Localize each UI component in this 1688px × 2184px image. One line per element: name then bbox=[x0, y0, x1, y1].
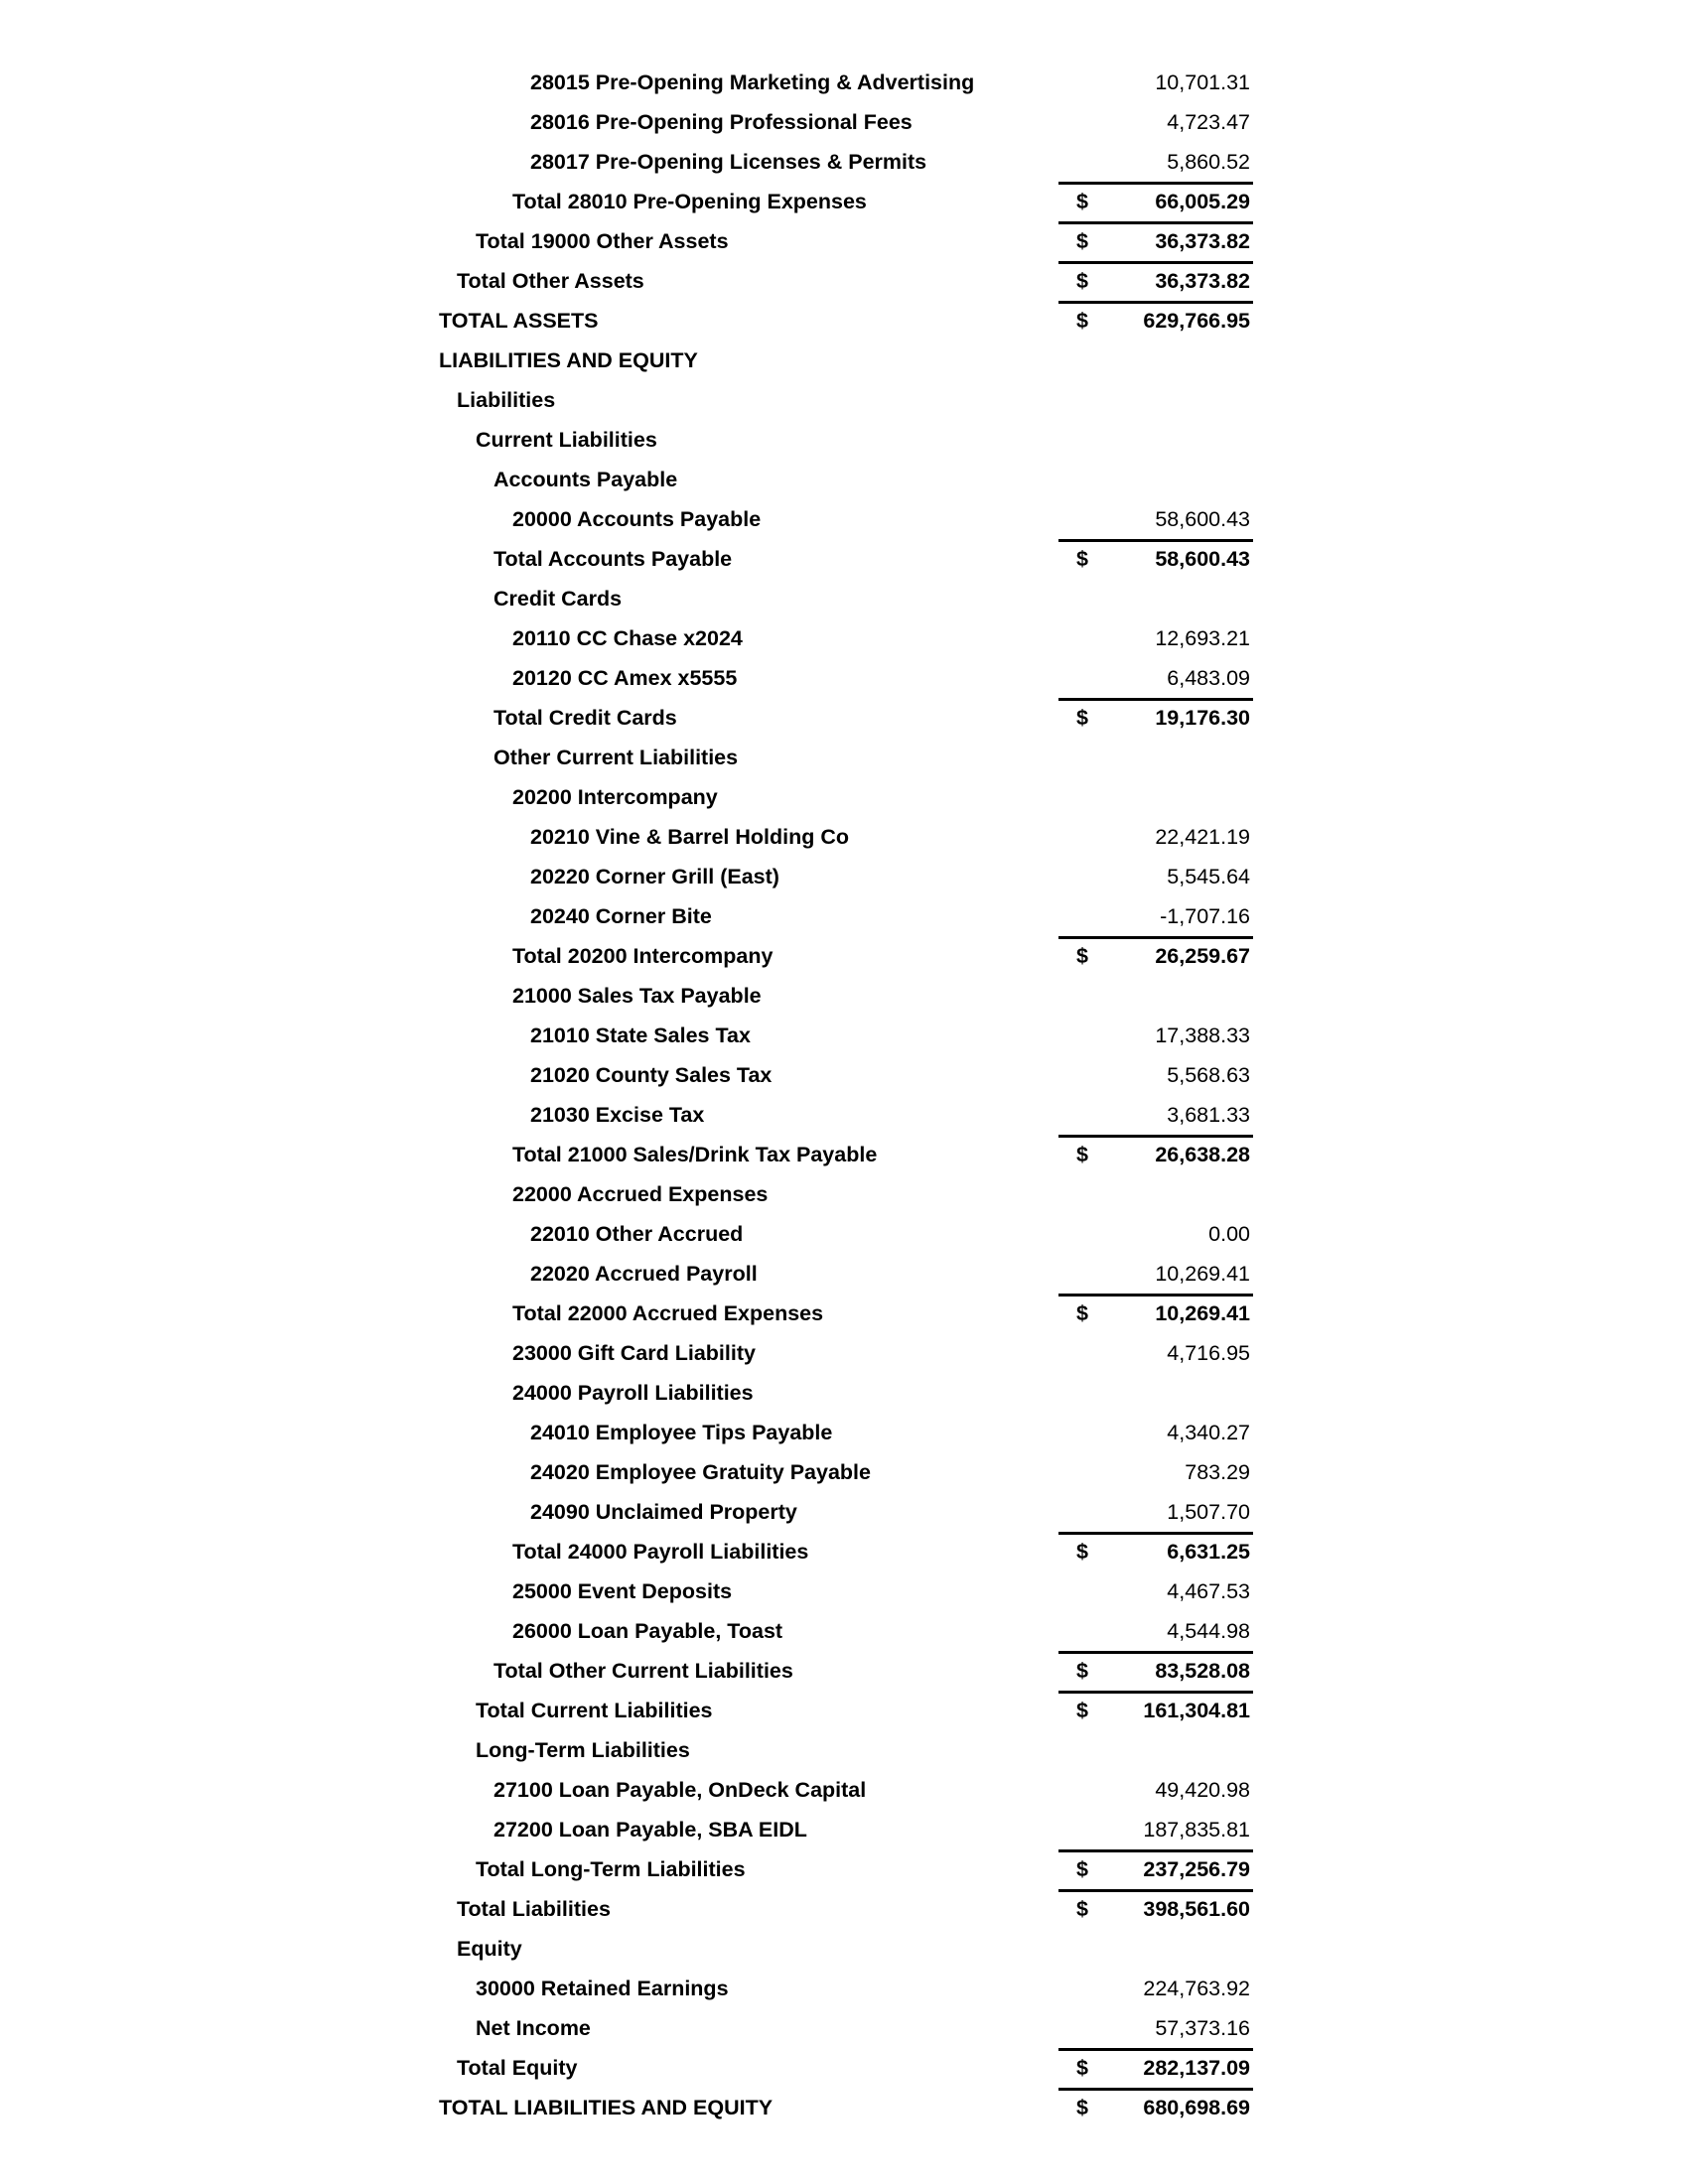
currency-symbol: $ bbox=[1076, 1699, 1088, 1722]
total-amount: 398,561.60 bbox=[1143, 1897, 1250, 1921]
row-amount: 49,420.98 bbox=[1155, 1778, 1250, 1802]
row-label: Total Long-Term Liabilities bbox=[476, 1857, 746, 1881]
amount-cell bbox=[1058, 182, 1253, 221]
account-row bbox=[0, 102, 1688, 142]
account-row bbox=[0, 896, 1688, 936]
account-row bbox=[0, 1333, 1688, 1373]
amount-cell bbox=[1058, 1849, 1253, 1889]
total-row bbox=[0, 698, 1688, 738]
account-row bbox=[0, 618, 1688, 658]
row-amount: 57,373.16 bbox=[1155, 2016, 1250, 2040]
row-label: 23000 Gift Card Liability bbox=[512, 1341, 756, 1365]
account-row bbox=[0, 777, 1688, 817]
row-amount: 12,693.21 bbox=[1155, 626, 1250, 650]
account-row bbox=[0, 1095, 1688, 1135]
currency-symbol: $ bbox=[1076, 1857, 1088, 1881]
account-row bbox=[0, 1492, 1688, 1532]
row-amount: 17,388.33 bbox=[1155, 1024, 1250, 1047]
total-amount: 58,600.43 bbox=[1155, 547, 1250, 571]
amount-cell bbox=[1058, 1969, 1253, 2008]
row-label: 22010 Other Accrued bbox=[530, 1222, 744, 1246]
total-row bbox=[0, 1849, 1688, 1889]
amount-cell bbox=[1058, 2048, 1253, 2088]
row-label: Total 24000 Payroll Liabilities bbox=[512, 1540, 809, 1564]
row-label: 20210 Vine & Barrel Holding Co bbox=[530, 825, 850, 849]
row-label: 20110 CC Chase x2024 bbox=[512, 626, 743, 650]
currency-symbol: $ bbox=[1076, 547, 1088, 571]
account-row bbox=[0, 1571, 1688, 1611]
amount-cell bbox=[1058, 817, 1253, 857]
total-amount: 629,766.95 bbox=[1143, 309, 1250, 333]
currency-symbol: $ bbox=[1076, 229, 1088, 253]
row-label: Credit Cards bbox=[493, 587, 623, 611]
account-row bbox=[0, 976, 1688, 1016]
account-row bbox=[0, 1611, 1688, 1651]
row-label: 22000 Accrued Expenses bbox=[512, 1182, 769, 1206]
row-label: Current Liabilities bbox=[476, 428, 657, 452]
total-amount: 282,137.09 bbox=[1143, 2056, 1250, 2080]
row-label: 20220 Corner Grill (East) bbox=[530, 865, 779, 888]
row-amount: 22,421.19 bbox=[1155, 825, 1250, 849]
amount-cell bbox=[1058, 102, 1253, 142]
amount-cell bbox=[1058, 1214, 1253, 1254]
amount-cell bbox=[1058, 896, 1253, 936]
amount-cell bbox=[1058, 499, 1253, 539]
currency-symbol: $ bbox=[1076, 1659, 1088, 1683]
row-label: Total Other Current Liabilities bbox=[493, 1659, 793, 1683]
currency-symbol: $ bbox=[1076, 309, 1088, 333]
total-amount: 237,256.79 bbox=[1143, 1857, 1250, 1881]
account-row bbox=[0, 1969, 1688, 2008]
amount-cell bbox=[1058, 221, 1253, 261]
row-amount: 187,835.81 bbox=[1143, 1818, 1250, 1842]
row-label: Total Current Liabilities bbox=[476, 1699, 713, 1722]
currency-symbol: $ bbox=[1076, 1301, 1088, 1325]
row-amount: 4,467.53 bbox=[1167, 1579, 1250, 1603]
total-row bbox=[0, 1651, 1688, 1691]
total-row bbox=[0, 1889, 1688, 1929]
total-amount: 83,528.08 bbox=[1155, 1659, 1250, 1683]
account-row bbox=[0, 1730, 1688, 1770]
row-amount: 4,544.98 bbox=[1167, 1619, 1250, 1643]
account-row bbox=[0, 817, 1688, 857]
row-amount: 10,269.41 bbox=[1155, 1262, 1250, 1286]
account-row bbox=[0, 1373, 1688, 1413]
row-amount: -1,707.16 bbox=[1160, 904, 1250, 928]
amount-cell bbox=[1058, 1055, 1253, 1095]
row-label: Total Liabilities bbox=[457, 1897, 611, 1921]
amount-cell bbox=[1058, 2008, 1253, 2048]
row-amount: 5,860.52 bbox=[1167, 150, 1250, 174]
row-amount: 783.29 bbox=[1185, 1460, 1250, 1484]
row-label: 22020 Accrued Payroll bbox=[530, 1262, 758, 1286]
amount-cell bbox=[1058, 936, 1253, 976]
account-row bbox=[0, 1413, 1688, 1452]
row-label: LIABILITIES AND EQUITY bbox=[439, 348, 698, 372]
amount-cell bbox=[1058, 301, 1253, 341]
row-amount: 58,600.43 bbox=[1155, 507, 1250, 531]
row-label: Total Equity bbox=[457, 2056, 578, 2080]
row-amount: 224,763.92 bbox=[1143, 1977, 1250, 2000]
account-row bbox=[0, 857, 1688, 896]
row-label: 24010 Employee Tips Payable bbox=[530, 1421, 833, 1444]
row-label: Liabilities bbox=[457, 388, 556, 412]
total-row bbox=[0, 1294, 1688, 1333]
row-label: Total 21000 Sales/Drink Tax Payable bbox=[512, 1143, 878, 1166]
currency-symbol: $ bbox=[1076, 1540, 1088, 1564]
row-amount: 1,507.70 bbox=[1167, 1500, 1250, 1524]
row-amount: 10,701.31 bbox=[1155, 70, 1250, 94]
row-amount: 4,723.47 bbox=[1167, 110, 1250, 134]
amount-cell bbox=[1058, 1691, 1253, 1730]
total-row bbox=[0, 1135, 1688, 1174]
amount-cell bbox=[1058, 618, 1253, 658]
account-row bbox=[0, 420, 1688, 460]
amount-cell bbox=[1058, 1810, 1253, 1849]
total-amount: 10,269.41 bbox=[1155, 1301, 1250, 1325]
account-row bbox=[0, 579, 1688, 618]
total-row bbox=[0, 539, 1688, 579]
total-amount: 26,638.28 bbox=[1155, 1143, 1250, 1166]
total-row bbox=[0, 182, 1688, 221]
amount-cell bbox=[1058, 539, 1253, 579]
total-row bbox=[0, 2088, 1688, 2127]
row-amount: 4,340.27 bbox=[1167, 1421, 1250, 1444]
row-amount: 4,716.95 bbox=[1167, 1341, 1250, 1365]
total-amount: 36,373.82 bbox=[1155, 229, 1250, 253]
account-row bbox=[0, 1214, 1688, 1254]
row-label: 28015 Pre-Opening Marketing & Advertising bbox=[530, 70, 975, 94]
currency-symbol: $ bbox=[1076, 1897, 1088, 1921]
row-label: Total 22000 Accrued Expenses bbox=[512, 1301, 824, 1325]
row-label: 27100 Loan Payable, OnDeck Capital bbox=[493, 1778, 867, 1802]
row-label: Equity bbox=[457, 1937, 522, 1961]
row-label: 20120 CC Amex x5555 bbox=[512, 666, 738, 690]
amount-cell bbox=[1058, 1294, 1253, 1333]
row-label: 21020 County Sales Tax bbox=[530, 1063, 773, 1087]
row-label: 20000 Accounts Payable bbox=[512, 507, 762, 531]
total-amount: 680,698.69 bbox=[1143, 2096, 1250, 2119]
account-row bbox=[0, 1174, 1688, 1214]
total-amount: 66,005.29 bbox=[1155, 190, 1250, 213]
row-label: 26000 Loan Payable, Toast bbox=[512, 1619, 783, 1643]
row-label: Total Credit Cards bbox=[493, 706, 677, 730]
total-row bbox=[0, 221, 1688, 261]
account-row bbox=[0, 380, 1688, 420]
account-row bbox=[0, 2008, 1688, 2048]
currency-symbol: $ bbox=[1076, 269, 1088, 293]
row-label: TOTAL ASSETS bbox=[439, 309, 599, 333]
amount-cell bbox=[1058, 261, 1253, 301]
account-row bbox=[0, 341, 1688, 380]
amount-cell bbox=[1058, 142, 1253, 182]
amount-cell bbox=[1058, 1095, 1253, 1135]
row-amount: 3,681.33 bbox=[1167, 1103, 1250, 1127]
amount-cell bbox=[1058, 1413, 1253, 1452]
account-row bbox=[0, 738, 1688, 777]
total-row bbox=[0, 1532, 1688, 1571]
amount-cell bbox=[1058, 1651, 1253, 1691]
row-label: 24000 Payroll Liabilities bbox=[512, 1381, 754, 1405]
currency-symbol: $ bbox=[1076, 2096, 1088, 2119]
row-label: 28016 Pre-Opening Professional Fees bbox=[530, 110, 913, 134]
amount-cell bbox=[1058, 1492, 1253, 1532]
account-row bbox=[0, 460, 1688, 499]
row-label: Total 20200 Intercompany bbox=[512, 944, 774, 968]
total-amount: 26,259.67 bbox=[1155, 944, 1250, 968]
amount-cell bbox=[1058, 1571, 1253, 1611]
account-row bbox=[0, 63, 1688, 102]
row-label: Other Current Liabilities bbox=[493, 746, 739, 769]
total-amount: 6,631.25 bbox=[1167, 1540, 1250, 1564]
row-label: Total Other Assets bbox=[457, 269, 644, 293]
account-row bbox=[0, 1016, 1688, 1055]
account-row bbox=[0, 658, 1688, 698]
row-label: Accounts Payable bbox=[493, 468, 678, 491]
total-amount: 19,176.30 bbox=[1155, 706, 1250, 730]
total-row bbox=[0, 936, 1688, 976]
row-label: 20200 Intercompany bbox=[512, 785, 718, 809]
row-label: 30000 Retained Earnings bbox=[476, 1977, 729, 2000]
amount-cell bbox=[1058, 1135, 1253, 1174]
account-row bbox=[0, 1770, 1688, 1810]
amount-cell bbox=[1058, 1889, 1253, 1929]
row-amount: 6,483.09 bbox=[1167, 666, 1250, 690]
total-amount: 161,304.81 bbox=[1143, 1699, 1250, 1722]
row-label: Net Income bbox=[476, 2016, 591, 2040]
row-label: Long-Term Liabilities bbox=[476, 1738, 690, 1762]
account-row bbox=[0, 1254, 1688, 1294]
total-row bbox=[0, 1691, 1688, 1730]
account-row bbox=[0, 1452, 1688, 1492]
row-amount: 0.00 bbox=[1208, 1222, 1250, 1246]
total-row bbox=[0, 2048, 1688, 2088]
amount-cell bbox=[1058, 857, 1253, 896]
amount-cell bbox=[1058, 1254, 1253, 1294]
row-label: 27200 Loan Payable, SBA EIDL bbox=[493, 1818, 807, 1842]
currency-symbol: $ bbox=[1076, 1143, 1088, 1166]
amount-cell bbox=[1058, 1452, 1253, 1492]
total-row bbox=[0, 261, 1688, 301]
amount-cell bbox=[1058, 658, 1253, 698]
row-label: 20240 Corner Bite bbox=[530, 904, 712, 928]
row-label: TOTAL LIABILITIES AND EQUITY bbox=[439, 2096, 774, 2119]
total-row bbox=[0, 301, 1688, 341]
row-amount: 5,568.63 bbox=[1167, 1063, 1250, 1087]
currency-symbol: $ bbox=[1076, 190, 1088, 213]
row-label: 24020 Employee Gratuity Payable bbox=[530, 1460, 871, 1484]
currency-symbol: $ bbox=[1076, 706, 1088, 730]
row-label: 25000 Event Deposits bbox=[512, 1579, 733, 1603]
row-label: 28017 Pre-Opening Licenses & Permits bbox=[530, 150, 927, 174]
amount-cell bbox=[1058, 698, 1253, 738]
amount-cell bbox=[1058, 1611, 1253, 1651]
amount-cell bbox=[1058, 1333, 1253, 1373]
amount-cell bbox=[1058, 63, 1253, 102]
currency-symbol: $ bbox=[1076, 944, 1088, 968]
total-amount: 36,373.82 bbox=[1155, 269, 1250, 293]
row-amount: 5,545.64 bbox=[1167, 865, 1250, 888]
currency-symbol: $ bbox=[1076, 2056, 1088, 2080]
balance-sheet-report bbox=[0, 63, 1688, 2127]
account-row bbox=[0, 1810, 1688, 1849]
row-label: 21000 Sales Tax Payable bbox=[512, 984, 762, 1008]
row-label: 21030 Excise Tax bbox=[530, 1103, 705, 1127]
account-row bbox=[0, 1929, 1688, 1969]
account-row bbox=[0, 142, 1688, 182]
amount-cell bbox=[1058, 1016, 1253, 1055]
account-row bbox=[0, 499, 1688, 539]
amount-cell bbox=[1058, 2088, 1253, 2127]
row-label: Total 28010 Pre-Opening Expenses bbox=[512, 190, 867, 213]
row-label: Total Accounts Payable bbox=[493, 547, 733, 571]
row-label: Total 19000 Other Assets bbox=[476, 229, 729, 253]
amount-cell bbox=[1058, 1532, 1253, 1571]
row-label: 21010 State Sales Tax bbox=[530, 1024, 751, 1047]
amount-cell bbox=[1058, 1770, 1253, 1810]
row-label: 24090 Unclaimed Property bbox=[530, 1500, 797, 1524]
account-row bbox=[0, 1055, 1688, 1095]
